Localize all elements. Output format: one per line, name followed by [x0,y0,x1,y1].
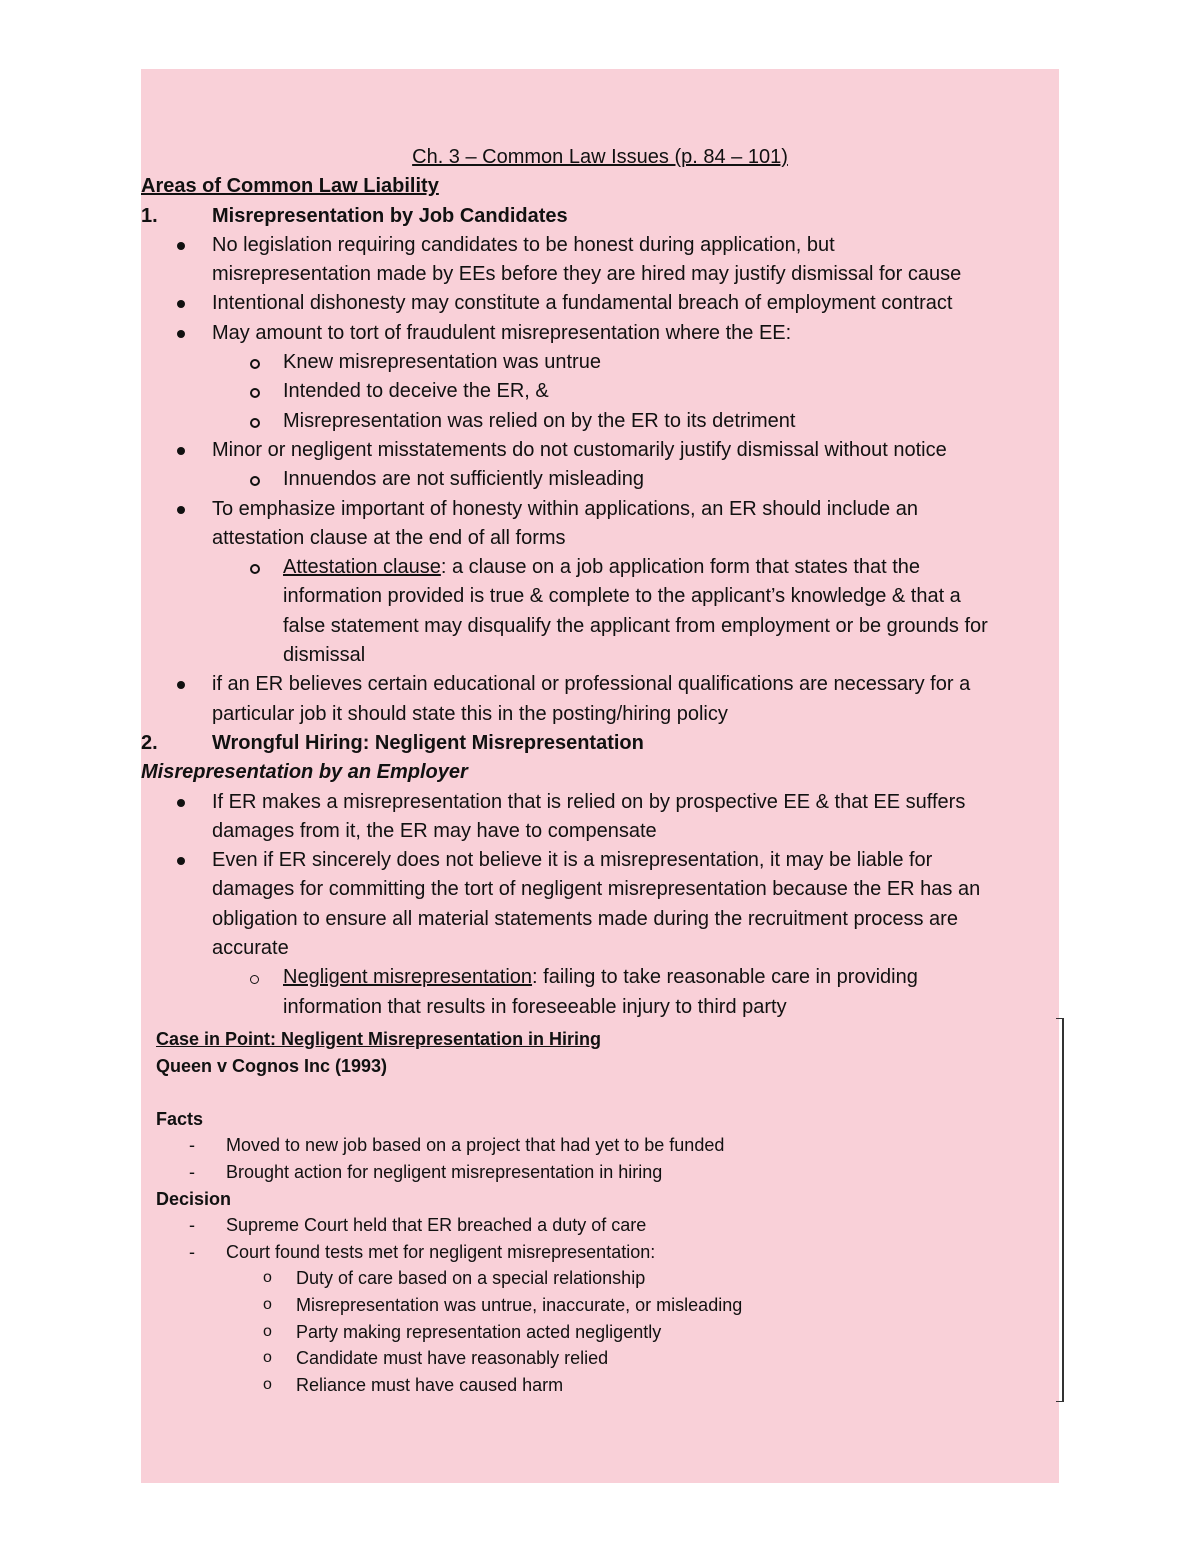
facts-item [141,1159,1059,1186]
test-item [141,1292,1059,1319]
test-text: Party making representation acted negligently [296,1321,662,1342]
section-1-number: 1. [141,204,158,227]
sub-bullet-item [141,407,1059,436]
sub-bullet-item [141,553,1059,582]
case-box-corner-bottom [1056,1401,1064,1402]
facts-text: Moved to new job based on a project that had yet to be funded [226,1135,725,1156]
bullet-dot-icon [177,300,185,308]
decision-text: Supreme Court held that ER breached a duty of care [226,1215,647,1236]
sub-bullet-text: Innuendos are not sufficiently misleading [283,468,644,491]
section-2-subheading: Misrepresentation by an Employer [141,761,468,784]
o-marker: o [263,1322,272,1340]
o-marker: o [263,1349,272,1367]
bullet-continuation: misrepresentation made by EEs before they are hired may justify dismissal for cause [212,263,962,286]
sub-bullet-item [141,963,1059,992]
bullet-dot-icon [177,330,185,338]
dash-marker: - [189,1135,195,1156]
notes-content [141,143,1059,1022]
sub-bullet-continuation: information provided is true & complete to the applicant’s knowledge & that a [283,585,961,608]
bullet-continuation: attestation clause at the end of all forms [212,526,566,549]
bullet-dot-icon [177,447,185,455]
sub-bullet-text: Intended to deceive the ER, & [283,380,549,403]
dash-marker: - [189,1241,195,1262]
bullet-ring-icon [250,359,260,369]
bullet-ring-icon [250,418,260,428]
bullet-ring-icon [250,388,260,398]
bullet-text: Minor or negligent misstatements do not customarily justify dismissal without notice [212,438,947,461]
test-item [141,1265,1059,1292]
facts-item [141,1132,1059,1159]
sub-bullet-continuation: dismissal [283,644,366,667]
bullet-dot-icon [177,681,185,689]
bullet-text: To emphasize important of honesty within applications, an ER should include an [212,497,918,520]
sub-bullet-text: Knew misrepresentation was untrue [283,351,601,374]
page-title: Ch. 3 – Common Law Issues (p. 84 – 101) [412,146,788,168]
case-box-border [1062,1018,1064,1402]
sub-bullet-item [141,465,1059,494]
bullet-item [141,289,1059,318]
bullet-dot-icon [177,799,185,807]
case-heading: Case in Point: Negligent Misrepresentation in Hiring [156,1029,602,1049]
term-negligent-misrepresentation: Negligent misrepresentation [283,966,533,989]
o-marker: o [263,1269,272,1287]
test-item [141,1319,1059,1346]
test-item [141,1345,1059,1372]
bullet-dot-icon [177,242,185,250]
term-attestation-clause: Attestation clause [283,556,441,579]
sub-bullet-text: Misrepresentation was relied on by the ER to its detriment [283,409,796,432]
test-text: Misrepresentation was untrue, inaccurate, or misleading [296,1294,743,1315]
bullet-dot-icon [177,506,185,514]
bullet-item [141,670,1059,699]
decision-label: Decision [156,1188,232,1209]
bullet-item [141,846,1059,875]
case-name: Queen v Cognos Inc (1993) [156,1055,388,1076]
sub-bullet-continuation: information that results in foreseeable injury to third party [283,995,787,1018]
bullet-continuation: damages from it, the ER may have to compensate [212,819,657,842]
sub-bullet-item [141,348,1059,377]
bullet-continuation: particular job it should state this in the posting/hiring policy [212,702,728,725]
sub-bullet-continuation: false statement may disqualify the applicant from employment or be grounds for [283,614,988,637]
bullet-text: Intentional dishonesty may constitute a fundamental breach of employment contract [212,292,953,315]
bullet-text: No legislation requiring candidates to be honest during application, but [212,233,835,256]
facts-label: Facts [156,1108,204,1129]
bullet-continuation: obligation to ensure all material statements made during the recruitment process are [212,907,958,930]
bullet-item [141,436,1059,465]
case-in-point-box [141,1026,1059,1398]
section-1-heading [141,202,1059,231]
decision-item [141,1212,1059,1239]
o-marker: o [263,1295,272,1313]
bullet-text: If ER makes a misrepresentation that is relied on by prospective EE & that EE suffers [212,790,966,813]
bullet-text: if an ER believes certain educational or professional qualifications are necessary for a [212,673,971,696]
areas-heading: Areas of Common Law Liability [141,175,439,198]
section-1-title: Misrepresentation by Job Candidates [212,204,568,227]
bullet-text: Even if ER sincerely does not believe it is a misrepresentation, it may be liable for [212,849,933,872]
test-text: Duty of care based on a special relationship [296,1268,646,1289]
section-2-number: 2. [141,731,158,754]
case-box-corner-top [1056,1018,1064,1019]
sub-bullet-item [141,377,1059,406]
bullet-item [141,319,1059,348]
decision-item [141,1239,1059,1266]
bullet-ring-icon [250,564,260,574]
sub-bullet-text: : failing to take reasonable care in providing [532,966,918,989]
bullet-continuation: damages for committing the tort of negligent misrepresentation because the ER has an [212,878,981,901]
bullet-item [141,231,1059,260]
bullet-ring-icon [250,975,259,984]
sub-bullet-text: : a clause on a job application form that states that the [440,556,921,579]
bullet-text: May amount to tort of fraudulent misrepresentation where the EE: [212,321,792,344]
dash-marker: - [189,1215,195,1236]
section-2-heading [141,729,1059,758]
bullet-continuation: accurate [212,937,289,960]
case-spacer [141,1079,1059,1106]
bullet-item [141,495,1059,524]
dash-marker: - [189,1161,195,1182]
decision-text: Court found tests met for negligent misrepresentation: [226,1241,656,1262]
section-2-title: Wrongful Hiring: Negligent Misrepresentation [212,731,644,754]
test-text: Candidate must have reasonably relied [296,1348,609,1369]
bullet-item [141,788,1059,817]
o-marker: o [263,1375,272,1393]
test-item [141,1372,1059,1399]
bullet-ring-icon [250,476,260,486]
facts-text: Brought action for negligent misrepresentation in hiring [226,1161,663,1182]
test-text: Reliance must have caused harm [296,1374,564,1395]
bullet-dot-icon [177,857,185,865]
